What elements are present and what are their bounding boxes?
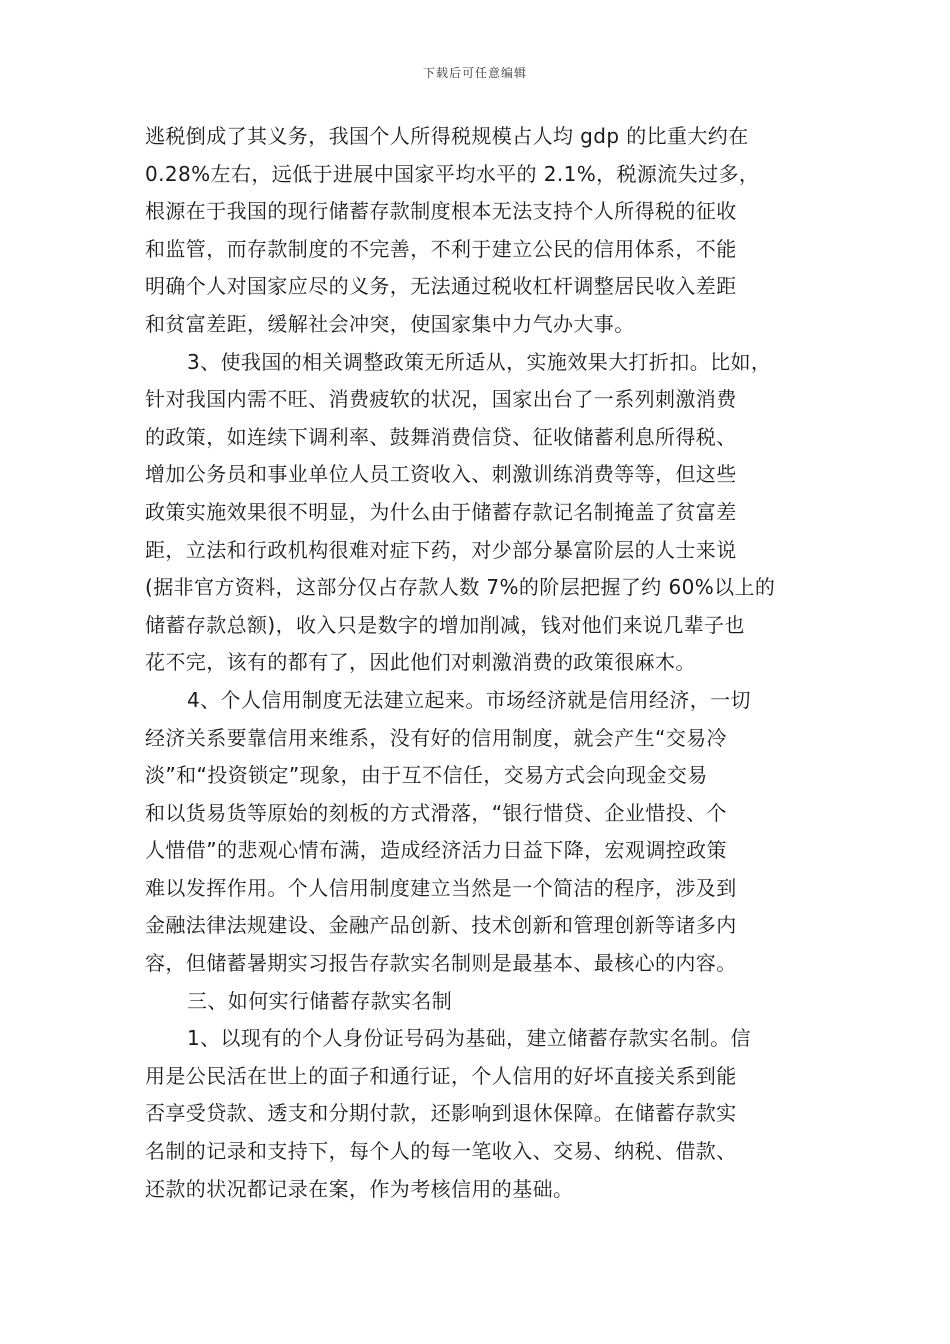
text-line: 逃税倒成了其义务，我国个人所得税规模占人均 gdp 的比重大约在 [145, 124, 749, 148]
section-heading: 三、如何实行储蓄存款实名制 [187, 988, 453, 1013]
text-line: 经济关系要靠信用来维系，没有好的信用制度，就会产生“交易冷 [145, 725, 727, 750]
text-line: 明确个人对国家应尽的义务，无法通过税收杠杆调整居民收入差距 [145, 274, 737, 299]
text-line: 增加公务员和事业单位人员工资收入、刺激训练消费等等，但这些 [145, 462, 737, 487]
paragraph-start-line: 3、使我国的相关调整政策无所适从，实施效果大打折扣。比如， [187, 349, 772, 374]
text-line: 金融法律法规建设、金融产品创新、技术创新和管理创新等诸多内 [145, 913, 737, 938]
text-line: 针对我国内需不旺、消费疲软的状况，国家出台了一系列刺激消费 [145, 387, 737, 412]
text-line: 否享受贷款、透支和分期付款，还影响到退休保障。在储蓄存款实 [145, 1101, 737, 1126]
text-line: 和以货易货等原始的刻板的方式滑落，“银行惜贷、企业惜投、个 [145, 800, 727, 825]
text-line: 人惜借”的悲观心情布满，造成经济活力日益下降，宏观调控政策 [145, 838, 727, 863]
document-body [145, 118, 805, 1208]
paragraph-start-line: 1、以现有的个人身份证号码为基础，建立储蓄存款实名制。信 [187, 1026, 751, 1051]
text-line: 和贫富差距，缓解社会冲突，使国家集中力气办大事。 [145, 311, 635, 336]
text-line: 还款的状况都记录在案，作为考核信用的基础。 [145, 1176, 574, 1201]
text-line: 0.28%左右，远低于进展中国家平均水平的 2.1%，税源流失过多， [145, 161, 760, 186]
text-line: 用是公民活在世上的面子和通行证，个人信用的好坏直接关系到能 [145, 1063, 737, 1088]
text-line: 和监管，而存款制度的不完善，不利于建立公民的信用体系，不能 [145, 236, 737, 261]
paragraph-start-line: 4、个人信用制度无法建立起来。市场经济就是信用经济，一切 [187, 687, 751, 712]
text-line: 难以发挥作用。个人信用制度建立当然是一个简洁的程序，涉及到 [145, 875, 737, 900]
text-line: 储蓄存款总额)，收入只是数字的增加削减，钱对他们来说几辈子也 [145, 612, 745, 637]
text-line: 根源在于我国的现行储蓄存款制度根本无法支持个人所得税的征收 [145, 199, 737, 224]
text-line: 花不完，该有的都有了，因此他们对刺激消费的政策很麻木。 [145, 650, 696, 675]
page-header: 下载后可任意编辑 [422, 66, 527, 80]
text-line: 的政策，如连续下调利率、鼓舞消费信贷、征收储蓄利息所得税、 [145, 424, 737, 449]
text-line: 政策实施效果很不明显，为什么由于储蓄存款记名制掩盖了贫富差 [145, 499, 737, 524]
text-line: (据非官方资料，这部分仅占存款人数 7%的阶层把握了约 60%以上的 [145, 575, 776, 600]
text-line: 容，但储蓄暑期实习报告存款实名制则是最基本、最核心的内容。 [145, 951, 737, 976]
text-line: 淡”和“投资锁定”现象，由于互不信任，交易方式会向现金交易 [145, 763, 708, 788]
text-line: 距，立法和行政机构很难对症下药，对少部分暴富阶层的人士来说 [145, 537, 737, 562]
text-line: 名制的记录和支持下，每个人的每一笔收入、交易、纳税、借款、 [145, 1139, 737, 1164]
